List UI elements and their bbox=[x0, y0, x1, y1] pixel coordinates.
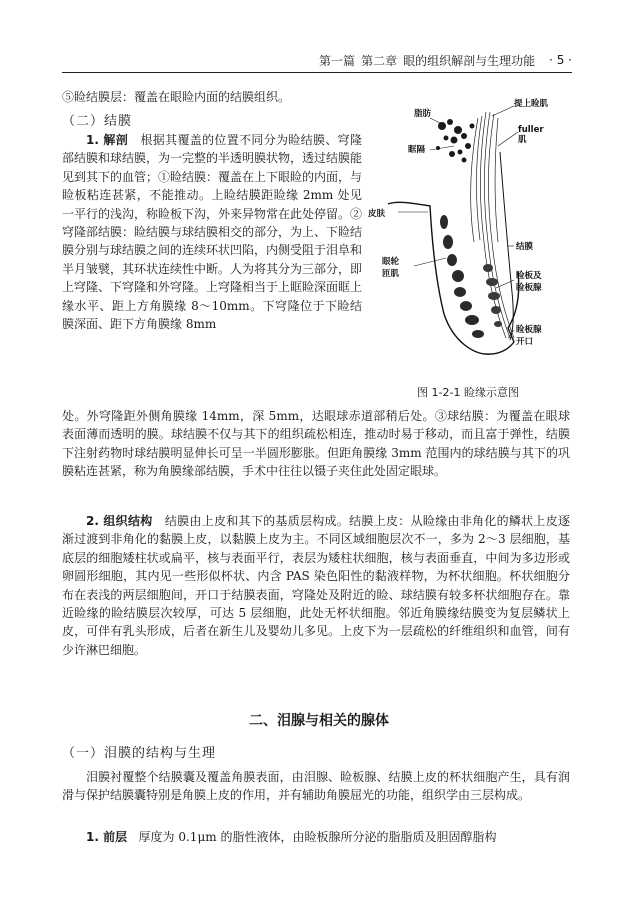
histology-label: 2. 组织结构 bbox=[86, 514, 153, 528]
label-tarsus-1: 睑板及 bbox=[516, 271, 542, 281]
figure-caption: 图 1-2-1 睑缘示意图 bbox=[417, 386, 519, 399]
label-conjunctiva: 结膜 bbox=[516, 242, 534, 252]
label-gland-opening-1: 睑板腺 bbox=[516, 325, 542, 335]
anatomy-label: 1. 解剖 bbox=[86, 133, 129, 147]
label-fuller-1: fuller bbox=[518, 125, 544, 135]
paragraph-histology bbox=[62, 512, 570, 659]
eyelid-illustration bbox=[368, 92, 568, 392]
paragraph-palpebral-layer: ⑤睑结膜层：覆盖在眼睑内面的结膜组织。 bbox=[62, 90, 291, 104]
header-part: 第一篇 bbox=[319, 53, 356, 68]
label-fat: 脂肪 bbox=[414, 109, 432, 119]
chapter-heading-lacrimal: 二、泪腺与相关的腺体 bbox=[249, 713, 389, 729]
label-levator: 提上睑肌 bbox=[514, 99, 549, 109]
anterior-layer-text: 厚度为 0.1μm 的脂性液体，由睑板腺所分泌的脂脂质及胆固醇脂构 bbox=[138, 830, 497, 844]
histology-text: 结膜由上皮和其下的基质层构成。结膜上皮：从睑缘由非角化的鳞状上皮逐渐过渡到非角化的黏膜上皮，以黏膜上皮为主。不同区域细胞层次不一，多为 2～3 层细胞，基底层的细胞矮柱状或扁平，核与表面平行，表层为矮柱状细胞，核与表面垂直，中间为多边形或卵圆形细胞，其内见一些形似杯状、内含 PAS 染色阳性的黏液样物，为杯状细胞。杯状细胞分布在表浅的两层细胞间，开口于结膜表面，穹隆处及附近的睑、球结膜有较多杯状细胞存在。靠近睑缘的睑结膜层次较厚，可达 5 层细胞，此处无杯状细胞。邻近角膜缘结膜变为复层鳞状上皮，可伴有乳头形成，后者在新生儿及婴幼儿多见。上皮下为一层疏松的纤维组织和血管，间有少许淋巴细胞。 bbox=[62, 514, 570, 657]
label-skin: 皮肤 bbox=[368, 209, 386, 219]
page-number: · 5 · bbox=[549, 53, 572, 67]
label-orbicularis-1: 眼轮 bbox=[382, 257, 400, 267]
paragraph-anatomy bbox=[62, 131, 362, 333]
paragraph-anterior-layer bbox=[62, 828, 570, 846]
label-fuller-2: 肌 bbox=[518, 135, 527, 145]
label-gland-opening-2: 开口 bbox=[516, 337, 534, 347]
label-tarsus-2: 睑板腺 bbox=[516, 283, 542, 293]
paragraph-anatomy-continued: 处。外穹隆距外侧角膜缘 14mm，深 5mm，达眼球赤道部稍后处。③球结膜：为覆盖在眼球表面薄而透明的膜。球结膜不仅与其下的组织疏松相连，推动时易于移动，而且富于弹性，结膜下注射药物时球结膜明显伸长可呈一半圆形膨胀。但距角膜缘 3mm 范围内的球结膜与其下的巩膜粘连甚紧，称为角膜缘部结膜，手术中往往以镊子夹住此处固定眼球。 bbox=[62, 409, 570, 479]
anatomy-text: 根据其覆盖的位置不同分为睑结膜、穹隆部结膜和球结膜，为一完整的半透明膜状物，透过结膜能见到其下的血管；①睑结膜：覆盖在上下眼睑的内面，与睑板粘连甚紧，不能推动。上睑结膜距睑缘 2mm 处见一平行的浅沟，称睑板下沟，外来异物常在此处停留。②穹隆部结膜：睑结膜与球结膜相交的部分，为上、下睑结膜分别与球结膜之间的连续环状凹陷，内侧受阻于泪阜和半月皱襞，其环状连续性中断。人为将其分为三部分，即上穹隆、下穹隆和外穹隆。上穹隆相当于上眶睑深面眶上缘水平、距上方角膜缘 8～10mm。下穹隆位于下睑结膜深面、距下方角膜缘 8mm bbox=[62, 133, 363, 332]
eyelid-diagram bbox=[368, 92, 568, 392]
anterior-layer-label: 1. 前层 bbox=[86, 830, 128, 844]
paragraph-tear-film: 泪膜衬覆整个结膜囊及覆盖角膜表面，由泪腺、睑板腺、结膜上皮的杯状细胞产生，具有润滑与保护结膜囊特别是角膜上皮的作用，并有辅助角膜屈光的功能，组织学由三层构成。 bbox=[62, 770, 570, 803]
label-septum: 眶隔 bbox=[408, 145, 426, 155]
section-heading-tear-film: （一）泪膜的结构与生理 bbox=[62, 746, 217, 761]
running-header bbox=[62, 48, 572, 73]
section-heading-conjunctiva: （二）结膜 bbox=[62, 114, 133, 129]
header-title: 眼的组织解剖与生理功能 bbox=[403, 53, 536, 68]
header-chapter: 第二章 bbox=[361, 53, 398, 68]
label-orbicularis-2: 匝肌 bbox=[382, 269, 400, 279]
